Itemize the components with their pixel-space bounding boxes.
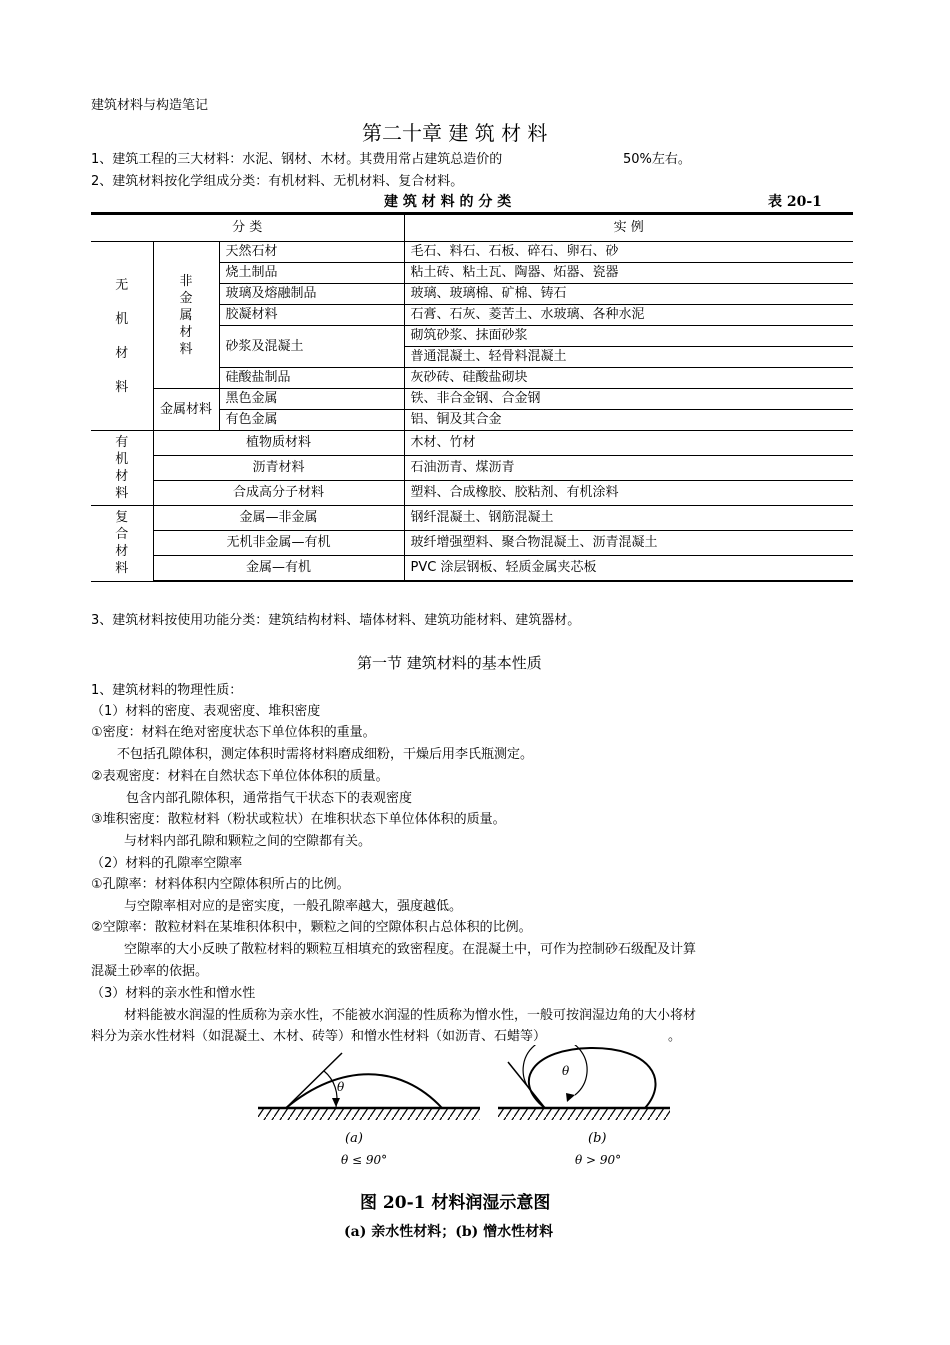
row-example: PVC 涂层钢板、轻质金属夹芯板 xyxy=(404,556,853,582)
row-example: 塑料、合成橡胶、胶粘剂、有机涂料 xyxy=(404,481,853,506)
row-example: 铁、非合金钢、合金钢 xyxy=(404,389,853,410)
diagram-a xyxy=(258,1053,480,1120)
theta-b: θ xyxy=(562,1064,570,1078)
row-example: 普通混凝土、轻骨料混凝土 xyxy=(404,347,853,368)
table-row xyxy=(91,242,853,263)
table-row xyxy=(91,481,853,506)
row-name: 无机非金属—有机 xyxy=(153,531,404,556)
table-row xyxy=(91,389,853,410)
group-nonmetal: 非 金 属 材 料 xyxy=(153,242,219,389)
diagram-b xyxy=(498,1045,670,1120)
table-row xyxy=(91,506,853,531)
arrow-b xyxy=(566,1093,575,1102)
row-example: 铝、铜及其合金 xyxy=(404,410,853,431)
functional-classification: 3、建筑材料按使用功能分类：建筑结构材料、墙体材料、建筑功能材料、建筑器材。 xyxy=(91,613,581,628)
body-line: 混凝土砂率的依据。 xyxy=(91,964,209,979)
body-line: 材料能被水润湿的性质称为亲水性，不能被水润湿的性质称为憎水性，一般可按润湿边角的大小将材 xyxy=(124,1008,697,1023)
row-example: 钢纤混凝土、钢筋混凝土 xyxy=(404,506,853,531)
row-name: 植物质材料 xyxy=(153,431,404,456)
table-row xyxy=(91,456,853,481)
row-name: 金属—有机 xyxy=(153,556,404,582)
body-line: （2）材料的孔隙率空隙率 xyxy=(91,856,243,871)
surface-hatch-a xyxy=(258,1108,480,1120)
body-line: ②表观密度：材料在自然状态下单位体体积的质量。 xyxy=(91,769,389,784)
figure-subcaption: (a) 亲水性材料；(b) 憎水性材料 xyxy=(344,1224,554,1240)
intro-line-2: 2、建筑材料按化学组成分类：有机材料、无机材料、复合材料。 xyxy=(91,174,464,189)
body-line: ③堆积密度：散粒材料（粉状或粒状）在堆积状态下单位体体积的质量。 xyxy=(91,812,506,827)
row-name: 胶凝材料 xyxy=(219,305,404,326)
body-line: （3）材料的亲水性和憎水性 xyxy=(91,986,256,1001)
row-example: 灰砂砖、硅酸盐砌块 xyxy=(404,368,853,389)
running-title: 建筑材料与构造笔记 xyxy=(91,98,209,113)
section-title: 第一节 建筑材料的基本性质 xyxy=(357,654,542,672)
row-example: 石膏、石灰、菱苦土、水玻璃、各种水泥 xyxy=(404,305,853,326)
row-name: 沥青材料 xyxy=(153,456,404,481)
group-metal: 金属材料 xyxy=(153,389,219,431)
body-line: ①密度：材料在绝对密度状态下单位体积的重量。 xyxy=(91,725,376,740)
row-name: 天然石材 xyxy=(219,242,404,263)
table-row xyxy=(91,531,853,556)
group-organic: 有 机 材 料 xyxy=(91,431,153,506)
row-name: 硅酸盐制品 xyxy=(219,368,404,389)
body-line: 不包括孔隙体积，测定体积时需将材料磨成细粉，干燥后用李氏瓶测定。 xyxy=(117,747,534,762)
theta-a: θ xyxy=(337,1080,345,1094)
table-caption: 建 筑 材 料 的 分 类 xyxy=(384,194,512,210)
table-row xyxy=(91,431,853,456)
group-composite: 复 合 材 料 xyxy=(91,506,153,582)
body-line: （1）材料的密度、表观密度、堆积密度 xyxy=(91,704,321,719)
body-line: 包含内部孔隙体积，通常指气干状态下的表观密度 xyxy=(126,791,413,806)
row-example: 木材、竹材 xyxy=(404,431,853,456)
intro-line-1: 1、建筑工程的三大材料：水泥、钢材、木材。其费用常占建筑总造价的 xyxy=(91,152,503,167)
table-number: 表 20-1 xyxy=(768,194,822,210)
row-example: 玻纤增强塑料、聚合物混凝土、沥青混凝土 xyxy=(404,531,853,556)
header-class: 分 类 xyxy=(91,215,404,242)
row-name: 黑色金属 xyxy=(219,389,404,410)
row-name: 烧土制品 xyxy=(219,263,404,284)
table-row xyxy=(91,556,853,582)
row-example: 砌筑砂浆、抹面砂浆 xyxy=(404,326,853,347)
body-line: 料分为亲水性材料（如混凝土、木材、砖等）和憎水性材料（如沥青、石蜡等） xyxy=(91,1029,547,1044)
figure-caption: 图 20-1 材料润湿示意图 xyxy=(360,1193,551,1213)
row-name: 金属—非金属 xyxy=(153,506,404,531)
surface-hatch-b xyxy=(498,1108,670,1120)
intro-line-1-value: 50%左右。 xyxy=(623,152,691,167)
row-example: 石油沥青、煤沥青 xyxy=(404,456,853,481)
droplet-b xyxy=(529,1048,656,1108)
body-line: 与空隙率相对应的是密实度，一般孔隙率越大，强度越低。 xyxy=(124,899,463,914)
row-example: 毛石、料石、石板、碎石、卵石、砂 xyxy=(404,242,853,263)
body-line: 与材料内部孔隙和颗粒之间的空隙都有关。 xyxy=(124,834,372,849)
row-name: 有色金属 xyxy=(219,410,404,431)
droplet-a xyxy=(286,1074,442,1108)
chapter-title: 第二十章 建 筑 材 料 xyxy=(362,121,548,145)
body-line: 。 xyxy=(668,1029,682,1044)
arrow-a xyxy=(332,1098,340,1107)
condition-b: θ > 90° xyxy=(575,1153,622,1167)
condition-a: θ ≤ 90° xyxy=(341,1153,388,1167)
body-line: ①孔隙率：材料体积内空隙体积所占的比例。 xyxy=(91,877,350,892)
body-line: 1、建筑材料的物理性质： xyxy=(91,683,243,698)
body-line: 空隙率的大小反映了散粒材料的颗粒互相填充的致密程度。在混凝土中，可作为控制砂石级配及计算 xyxy=(124,942,697,957)
row-name: 砂浆及混凝土 xyxy=(219,326,404,368)
row-name: 合成高分子材料 xyxy=(153,481,404,506)
row-name: 玻璃及熔融制品 xyxy=(219,284,404,305)
row-example: 玻璃、玻璃棉、矿棉、铸石 xyxy=(404,284,853,305)
group-inorganic: 无 机 材 料 xyxy=(91,242,153,431)
label-a: (a) xyxy=(345,1131,363,1146)
header-example: 实 例 xyxy=(404,215,853,242)
row-example: 粘土砖、粘土瓦、陶器、炻器、瓷器 xyxy=(404,263,853,284)
table-header-row xyxy=(91,215,853,242)
label-b: (b) xyxy=(588,1131,607,1146)
body-line: ②空隙率：散粒材料在某堆积体积中，颗粒之间的空隙体积占总体积的比例。 xyxy=(91,920,532,935)
materials-classification-table xyxy=(91,214,853,582)
